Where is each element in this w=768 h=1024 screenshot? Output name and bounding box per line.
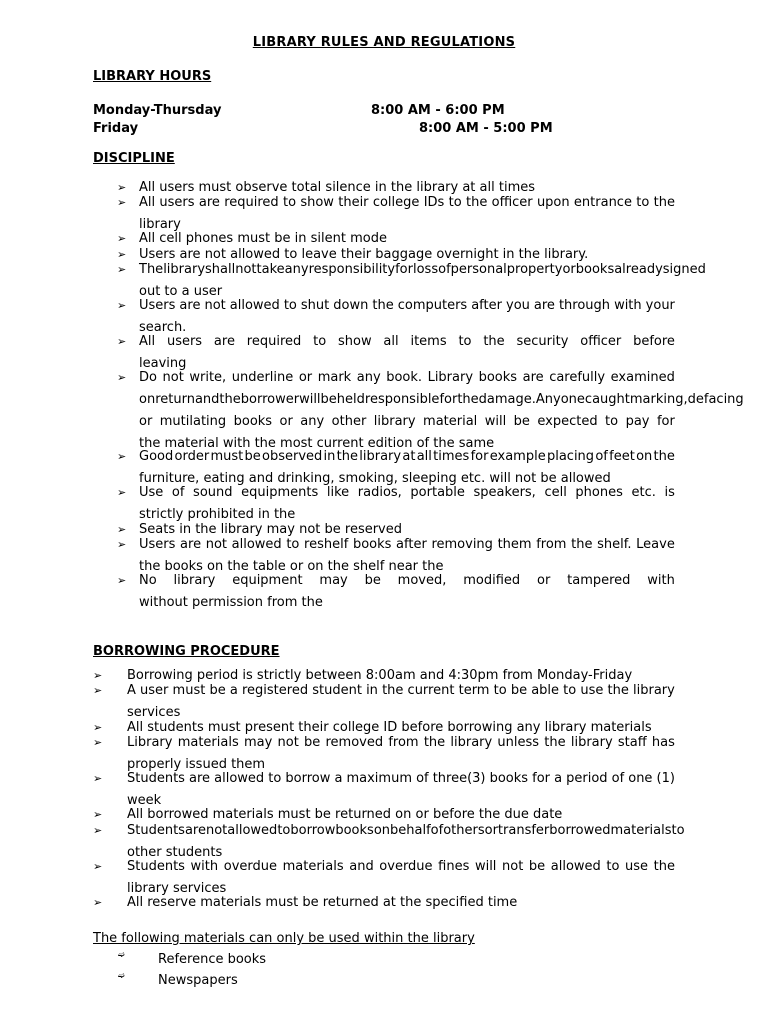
- discipline-item: The library shall not take any responsibility for loss of personal property or books already signed out to a user: [139, 262, 706, 299]
- borrowing-item: Library materials may not be removed from the library unless the library staff has properly issued them: [127, 735, 675, 772]
- borrowing-item: All borrowed materials must be returned on or before the due date: [127, 807, 563, 822]
- borrowing-item: All students must present their college ID before borrowing any library materials: [127, 720, 652, 735]
- discipline-item: All cell phones must be in silent mode: [139, 231, 387, 246]
- borrowing-item: A user must be a registered student in the current term to be able to use the library services: [127, 683, 675, 720]
- in-library-item: Newspapers: [158, 973, 238, 988]
- borrowing-bullet: ➢: [93, 772, 103, 785]
- discipline-bullet: ➢: [117, 299, 127, 312]
- discipline-item: Users are not allowed to shut down the computers after you are through with your search.: [139, 298, 675, 335]
- in-library-bullet: ➫: [118, 971, 125, 980]
- in-library-note: The following materials can only be used within the library: [93, 931, 475, 946]
- discipline-item: All users are required to show all items to the security officer before leaving: [139, 334, 675, 371]
- borrowing-bullet: ➢: [93, 669, 103, 682]
- discipline-heading: DISCIPLINE: [93, 151, 175, 166]
- discipline-bullet: ➢: [117, 232, 127, 245]
- discipline-bullet: ➢: [117, 196, 127, 209]
- borrowing-item: Students are allowed to borrow a maximum of three(3) books for a period of one (1) week: [127, 771, 675, 808]
- discipline-bullet: ➢: [117, 263, 127, 276]
- borrowing-bullet: ➢: [93, 736, 103, 749]
- discipline-item: Use of sound equipments like radios, portable speakers, cell phones etc. is strictly prohibited in the: [139, 485, 675, 522]
- discipline-bullet: ➢: [117, 486, 127, 499]
- borrowing-item: All reserve materials must be returned at the specified time: [127, 895, 518, 910]
- discipline-item: Good order must be observed in the library at all times for example placing of feet on the furniture, eating and drinking, smoking, sleeping etc. will not be allowed: [139, 449, 675, 486]
- borrowing-bullet: ➢: [93, 896, 103, 909]
- discipline-bullet: ➢: [117, 335, 127, 348]
- borrowing-item: Students are not allowed to borrow books on behalf of others or transfer borrowed materials to other students: [127, 823, 685, 860]
- discipline-item: Seats in the library may not be reserved: [139, 522, 403, 537]
- borrowing-item: Students with overdue materials and overdue fines will not be allowed to use the library services: [127, 859, 675, 896]
- discipline-bullet: ➢: [117, 523, 127, 536]
- discipline-item: Users are not allowed to reshelf books after removing them from the shelf. Leave the books on the table or on the shelf near the: [139, 537, 675, 574]
- hours-time-mon-thu: 8:00 AM - 6:00 PM: [371, 103, 505, 118]
- discipline-bullet: ➢: [117, 574, 127, 587]
- borrowing-bullet: ➢: [93, 824, 103, 837]
- discipline-item: No library equipment may be moved, modified or tampered with without permission from the: [139, 573, 675, 610]
- discipline-item: All users must observe total silence in the library at all times: [139, 180, 535, 195]
- discipline-bullet: ➢: [117, 181, 127, 194]
- discipline-bullet: ➢: [117, 450, 127, 463]
- discipline-bullet: ➢: [117, 371, 127, 384]
- discipline-item: Do not write, underline or mark any book. Library books are carefully examined on return and the borrower will be held responsible for the damage. Anyone caught marking, defacing or mutilating books or any other library material will be expected to pay for the material with the most current edition of the same: [139, 370, 744, 451]
- discipline-item: All users are required to show their college IDs to the officer upon entrance to the library: [139, 195, 675, 232]
- borrowing-bullet: ➢: [93, 721, 103, 734]
- hours-days-fri: Friday: [93, 121, 139, 136]
- borrowing-item: Borrowing period is strictly between 8:00am and 4:30pm from Monday-Friday: [127, 668, 633, 683]
- in-library-bullet: ➫: [118, 950, 125, 959]
- hours-heading: LIBRARY HOURS: [93, 69, 212, 84]
- borrowing-bullet: ➢: [93, 860, 103, 873]
- hours-time-fri: 8:00 AM - 5:00 PM: [419, 121, 553, 136]
- discipline-bullet: ➢: [117, 248, 127, 261]
- page-title: LIBRARY RULES AND REGULATIONS: [252, 35, 516, 50]
- in-library-item: Reference books: [158, 952, 267, 967]
- discipline-item: Users are not allowed to leave their baggage overnight in the library.: [139, 247, 589, 262]
- borrowing-bullet: ➢: [93, 684, 103, 697]
- hours-days-mon-thu: Monday-Thursday: [93, 103, 222, 118]
- discipline-bullet: ➢: [117, 538, 127, 551]
- borrowing-bullet: ➢: [93, 808, 103, 821]
- borrowing-heading: BORROWING PROCEDURE: [93, 644, 280, 659]
